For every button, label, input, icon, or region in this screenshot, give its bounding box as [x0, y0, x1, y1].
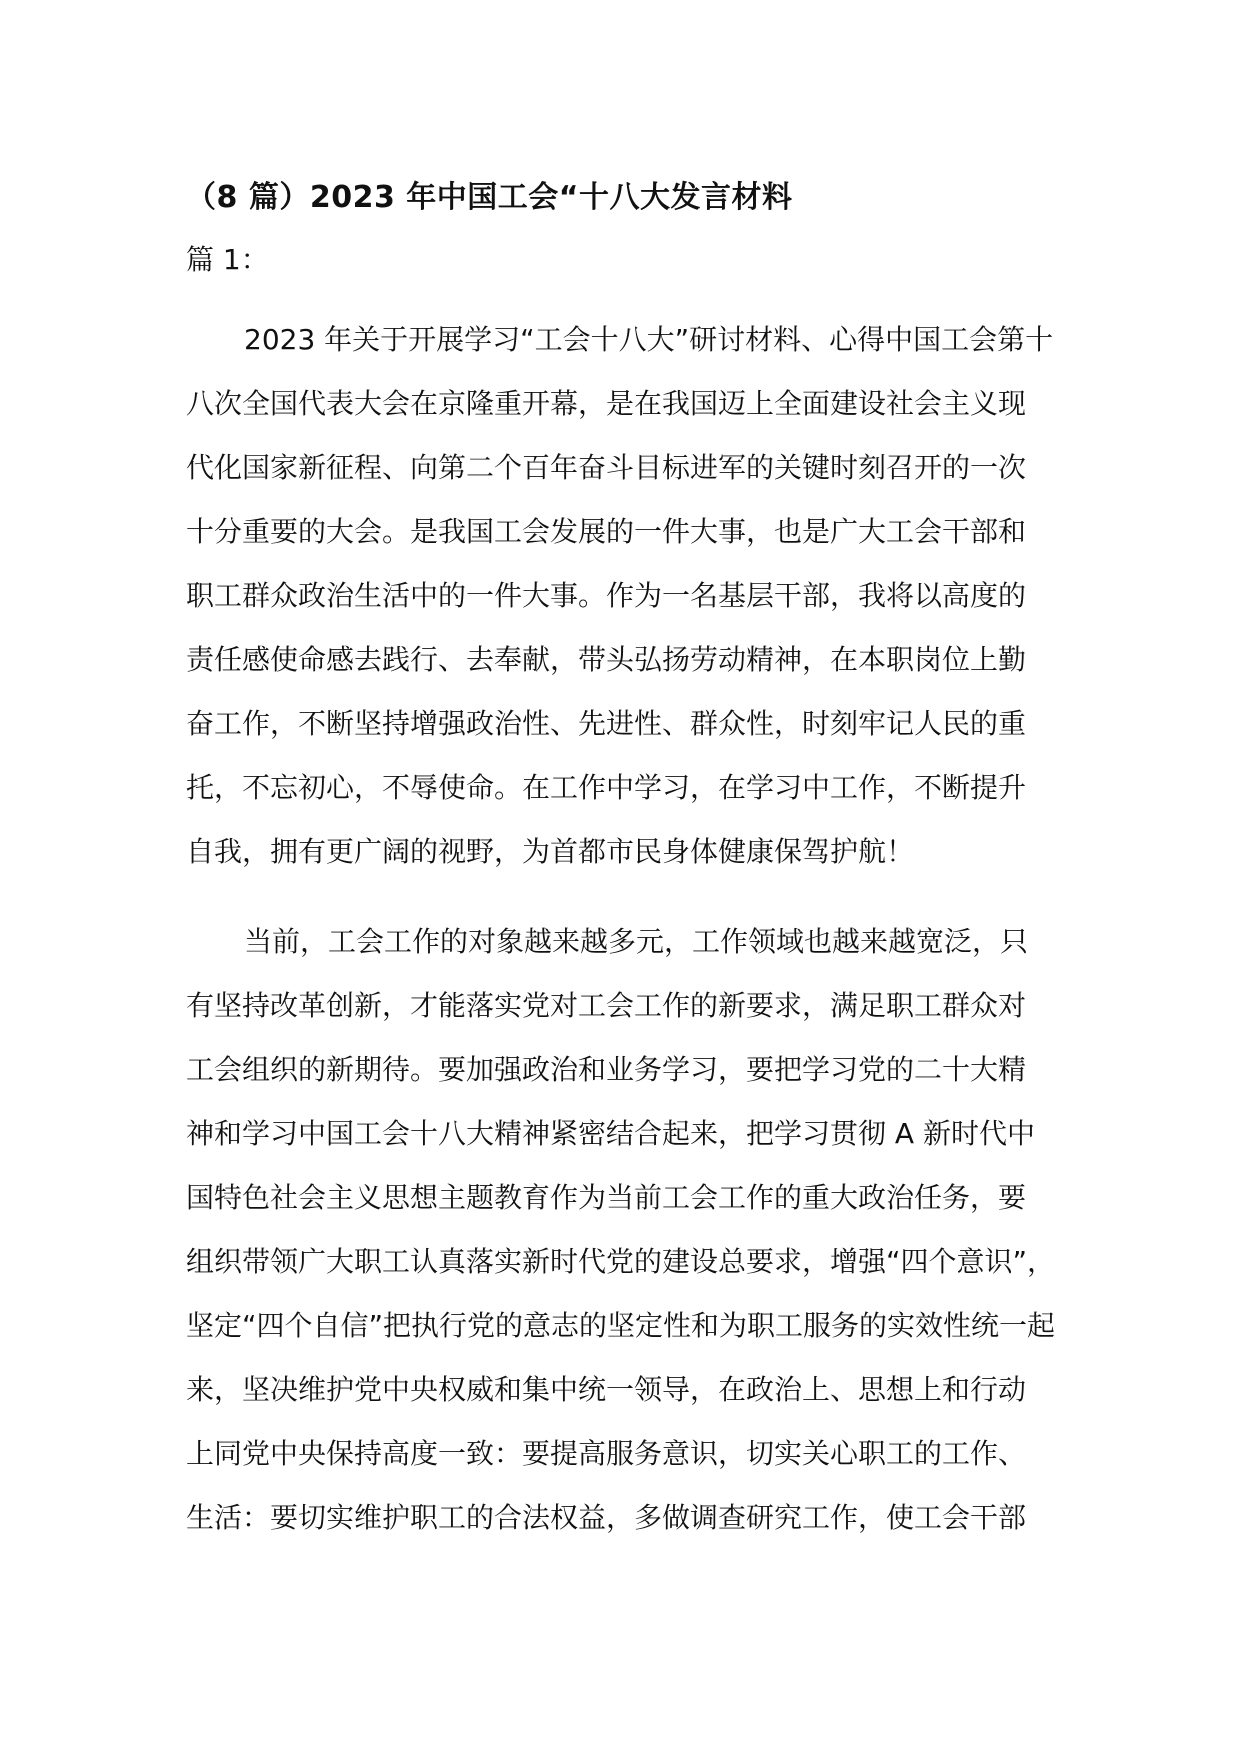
paragraph-line: 当前，工会工作的对象越来越多元，工作领域也越来越宽泛，只	[244, 925, 1029, 958]
paragraph-line: 坚定“四个自信”把执行党的意志的坚定性和为职工服务的实效性统一起	[186, 1309, 1056, 1342]
paragraph-line: 工会组织的新期待。要加强政治和业务学习，要把学习党的二十大精	[186, 1053, 1027, 1086]
paragraph-line: 托，不忘初心，不辱使命。在工作中学习，在学习中工作，不断提升	[186, 771, 1027, 804]
paragraph-line: 神和学习中国工会十八大精神紧密结合起来，把学习贯彻 A 新时代中	[186, 1117, 1035, 1150]
paragraph-line: 责任感使命感去践行、去奉献，带头弘扬劳动精神，在本职岗位上勤	[186, 643, 1027, 676]
paragraph-line: 国特色社会主义思想主题教育作为当前工会工作的重大政治任务，要	[186, 1181, 1027, 1214]
paragraph-line: 生活：要切实维护职工的合法权益，多做调查研究工作，使工会干部	[186, 1501, 1027, 1534]
paragraph-line: 代化国家新征程、向第二个百年奋斗目标进军的关键时刻召开的一次	[186, 451, 1027, 484]
paragraph-line: 奋工作，不断坚持增强政治性、先进性、群众性，时刻牢记人民的重	[186, 707, 1027, 740]
paragraph-line: 组织带领广大职工认真落实新时代党的建设总要求，增强“四个意识”，	[186, 1245, 1056, 1278]
document-title: （8 篇）2023 年中国工会“十八大发言材料	[186, 180, 793, 215]
paragraph-line: 十分重要的大会。是我国工会发展的一件大事，也是广大工会干部和	[186, 515, 1027, 548]
paragraph-line: 有坚持改革创新，才能落实党对工会工作的新要求，满足职工群众对	[186, 989, 1027, 1022]
paragraph-line: 来，坚决维护党中央权威和集中统一领导，在政治上、思想上和行动	[186, 1373, 1027, 1406]
paragraph-line: 上同党中央保持高度一致：要提高服务意识，切实关心职工的工作、	[186, 1437, 1027, 1470]
paragraph-line: 2023 年关于开展学习“工会十八大”研讨材料、心得中国工会第十	[244, 323, 1054, 356]
paragraph-line: 职工群众政治生活中的一件大事。作为一名基层干部，我将以高度的	[186, 579, 1027, 612]
section-label: 篇 1：	[186, 243, 269, 276]
paragraph-line: 自我，拥有更广阔的视野，为首都市民身体健康保驾护航！	[186, 835, 915, 868]
paragraph-line: 八次全国代表大会在京隆重开幕，是在我国迈上全面建设社会主义现	[186, 387, 1027, 420]
